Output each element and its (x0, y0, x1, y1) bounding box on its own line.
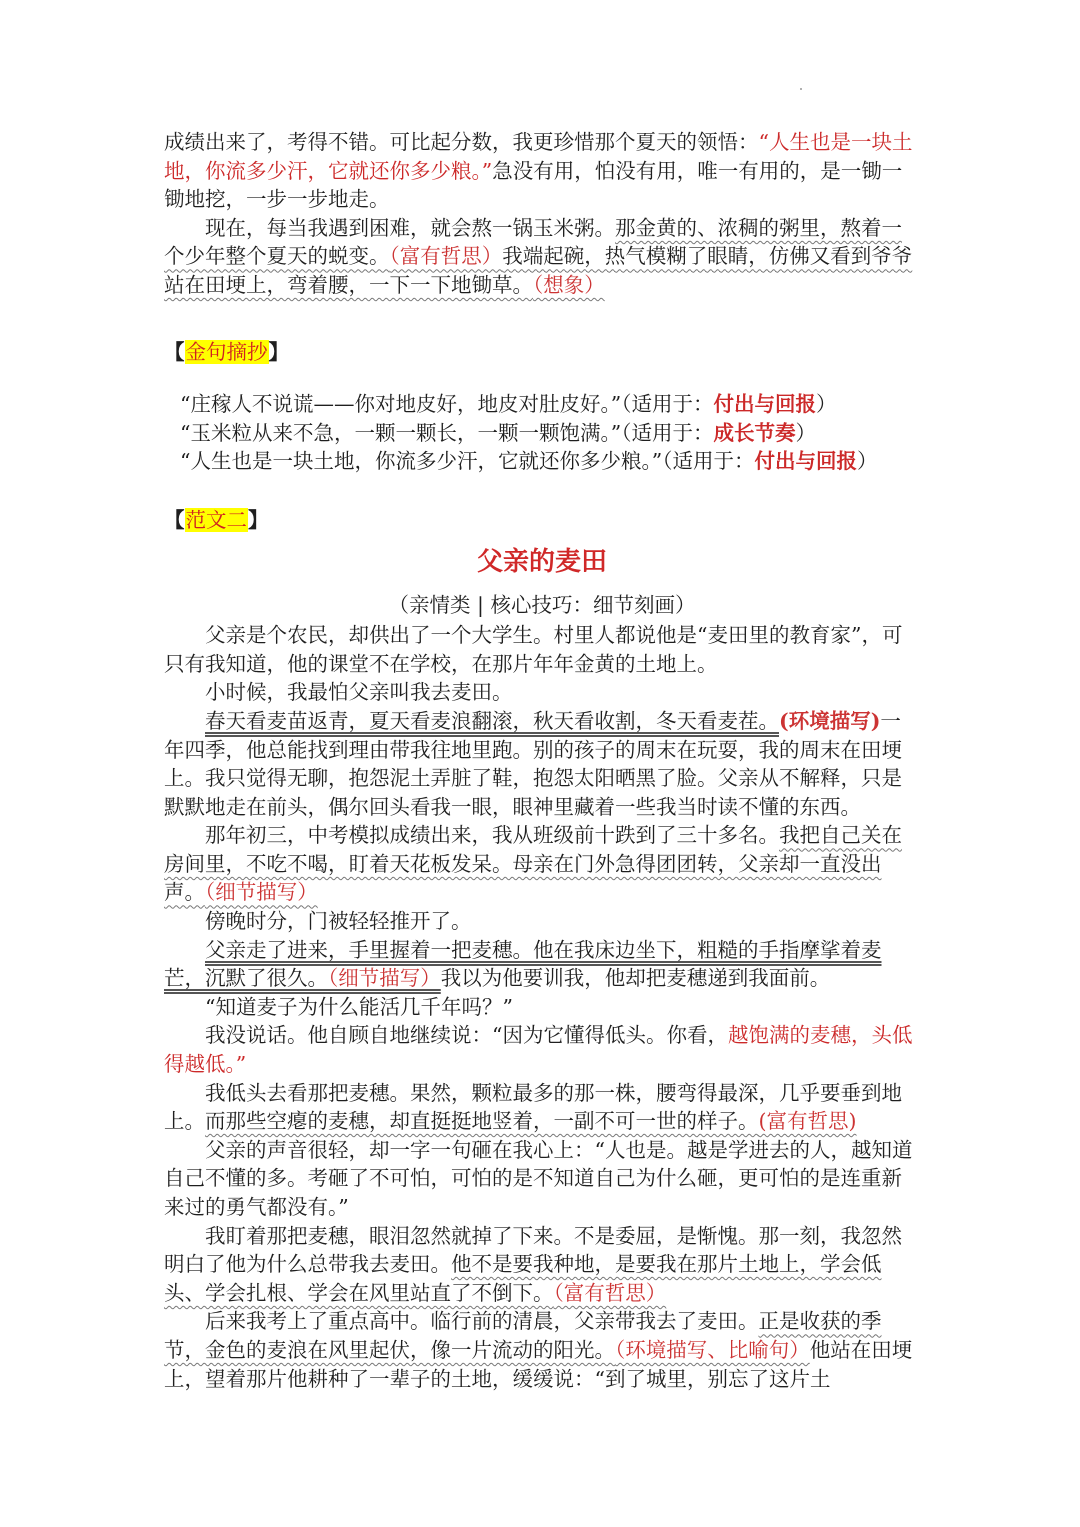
annotation-label: (富有哲思) (758, 1109, 857, 1134)
annotation-label: （细节描写） (205, 880, 318, 905)
annotation-label: (环境描写) (779, 708, 881, 733)
highlighted-quote: “人生也是一块土地，你流多少汗，它就还你多少粮。” (164, 130, 913, 183)
essay-paragraph: 我没说话。他自顾自地继续说：“因为它懂得低头。你看，越饱满的麦穗，头低得越低。” (164, 1023, 913, 1077)
usage-tag: 付出与回报 (754, 449, 857, 474)
golden-sentence: “人生也是一块土地，你流多少汗，它就还你多少粮。”（适用于：付出与回报） (180, 449, 878, 474)
annotation-label: （环境描写、比喻句） (615, 1337, 810, 1362)
essay-paragraph: 我低头去看那把麦穗。果然，颗粒最多的那一株，腰弯得最深，几乎要垂到地上。而那些空瘪的麦穗，却直挺挺地竖着，一副不可一世的样子。(富有哲思) (164, 1080, 902, 1134)
essay-paragraph: 父亲走了进来，手里握着一把麦穗。他在我床边坐下，粗糙的手指摩挲着麦芒，沉默了很久。（细节描写）我以为他要训我，他却把麦穗递到我面前。 (164, 937, 882, 991)
document-body (164, 128, 920, 1393)
essay-paragraph: 父亲的声音很轻，却一字一句砸在我心上：“人也是。越是学进去的人，越知道自己不懂的多。考砸了不可怕，可怕的是不知道自己为什么砸，更可怕的是连重新来过的勇气都没有。” (164, 1137, 913, 1219)
essay-paragraph: 傍晚时分，门被轻轻推开了。 (205, 909, 472, 934)
section-heading-model-essay: 【范文二】 (164, 507, 269, 532)
annotation-label: （想象） (533, 272, 605, 297)
paragraph-harvest-insight: 成绩出来了，考得不错。可比起分数，我更珍惜那个夏天的领悟：“人生也是一块土地，你流多少汗，它就还你多少粮。”急没有用，怕没有用，唯一有用的，是一锄一锄地挖，一步一步地走。 (164, 130, 913, 212)
underlined-sentence: 父亲走了进来，手里握着一把麦穗。他在我床边坐下，粗糙的手指摩挲着麦芒，沉默了很久。（细节描写） (164, 937, 882, 991)
underlined-sentence: 他不是要我种地，是要我在那片土地上，学会低头、学会扎根、学会在风里站直了不倒下。（富有哲思） (164, 1252, 882, 1305)
underlined-sentence: 春天看麦苗返青，夏天看麦浪翻滚，秋天看收割，冬天看麦茬。 (205, 708, 779, 733)
golden-sentence-list (164, 390, 920, 476)
golden-sentence: “玉米粒从来不急，一颗一颗长，一颗一颗饱满。”（适用于：成长节奏） (180, 420, 816, 445)
page-speck (800, 88, 802, 90)
essay-paragraph: 那年初三，中考模拟成绩出来，我从班级前十跌到了三十多名。我把自己关在房间里，不吃不喝，盯着天花板发呆。母亲在门外急得团团转，父亲却一直没出声。（细节描写） (164, 823, 902, 905)
underlined-sentence: 而那些空瘪的麦穗，却直挺挺地竖着，一副不可一世的样子。(富有哲思) (205, 1109, 857, 1134)
section-heading-golden-sentences: 【金句摘抄】 (164, 339, 289, 364)
annotation-label: （富有哲思） (389, 244, 503, 269)
usage-tag: 成长节奏 (713, 420, 796, 445)
underlined-sentence: 正是收获的季节，金色的麦浪在风里起伏，像一片流动的阳光。（环境描写、比喻句） (164, 1309, 882, 1362)
essay-title: 父亲的麦田 (476, 546, 607, 577)
essay-paragraph: 后来我考上了重点高中。临行前的清晨，父亲带我去了麦田。正是收获的季节，金色的麦浪在风里起伏，像一片流动的阳光。（环境描写、比喻句）他站在田埂上，望着那片他耕种了一辈子的土地，缓缓说：“到了城里，别忘了这片土 (164, 1309, 913, 1391)
underlined-sentence: 那金黄的、浓稠的粥里，熬着一个少年整个夏天的蜕变。（富有哲思）我端起碗，热气模糊了眼睛，仿佛又看到爷爷站在田埂上，弯着腰，一下一下地锄草。（想象） (164, 215, 913, 297)
usage-tag: 付出与回报 (713, 392, 816, 417)
annotation-label: （富有哲思） (553, 1280, 667, 1305)
essay-paragraph: 小时候，我最怕父亲叫我去麦田。 (205, 680, 513, 705)
golden-sentence: “庄稼人不说谎——你对地皮好，地皮对肚皮好。”（适用于：付出与回报） (180, 392, 837, 417)
essay-paragraph: “知道麦子为什么能活几千年吗？” (205, 994, 513, 1019)
paragraph-corn-porridge: 现在，每当我遇到困难，就会熬一锅玉米粥。那金黄的、浓稠的粥里，熬着一个少年整个夏天的蜕变。（富有哲思）我端起碗，热气模糊了眼睛，仿佛又看到爷爷站在田埂上，弯着腰，一下一下地锄草。（想象） (164, 215, 913, 297)
annotation-label: （细节描写） (328, 966, 441, 991)
essay-subtitle: （亲情类 | 核心技巧：细节刻画） (388, 592, 696, 617)
essay-paragraph: 父亲是个农民，却供出了一个大学生。村里人都说他是“麦田里的教育家”，可只有我知道，他的课堂不在学校，在那片年年金黄的土地上。 (164, 623, 903, 676)
underlined-sentence: 我把自己关在房间里，不吃不喝，盯着天花板发呆。母亲在门外急得团团转，父亲却一直没出声。（细节描写） (164, 823, 902, 905)
highlighted-quote: 越饱满的麦穗，头低得越低。” (164, 1023, 913, 1077)
essay-paragraph: 我盯着那把麦穗，眼泪忽然就掉了下来。不是委屈，是惭愧。那一刻，我忽然明白了他为什么总带我去麦田。他不是要我种地，是要我在那片土地上，学会低头、学会扎根、学会在风里站直了不倒下。（富有哲思） (164, 1223, 902, 1305)
essay-paragraph: 春天看麦苗返青，夏天看麦浪翻滚，秋天看收割，冬天看麦茬。(环境描写)一年四季，他总能找到理由带我往地里跑。别的孩子的周末在玩耍，我的周末在田埂上。我只觉得无聊，抱怨泥土弄脏了鞋，抱怨太阳晒黑了脸。父亲从不解释，只是默默地走在前头，偶尔回头看我一眼，眼神里藏着一些我当时读不懂的东西。 (164, 708, 902, 819)
